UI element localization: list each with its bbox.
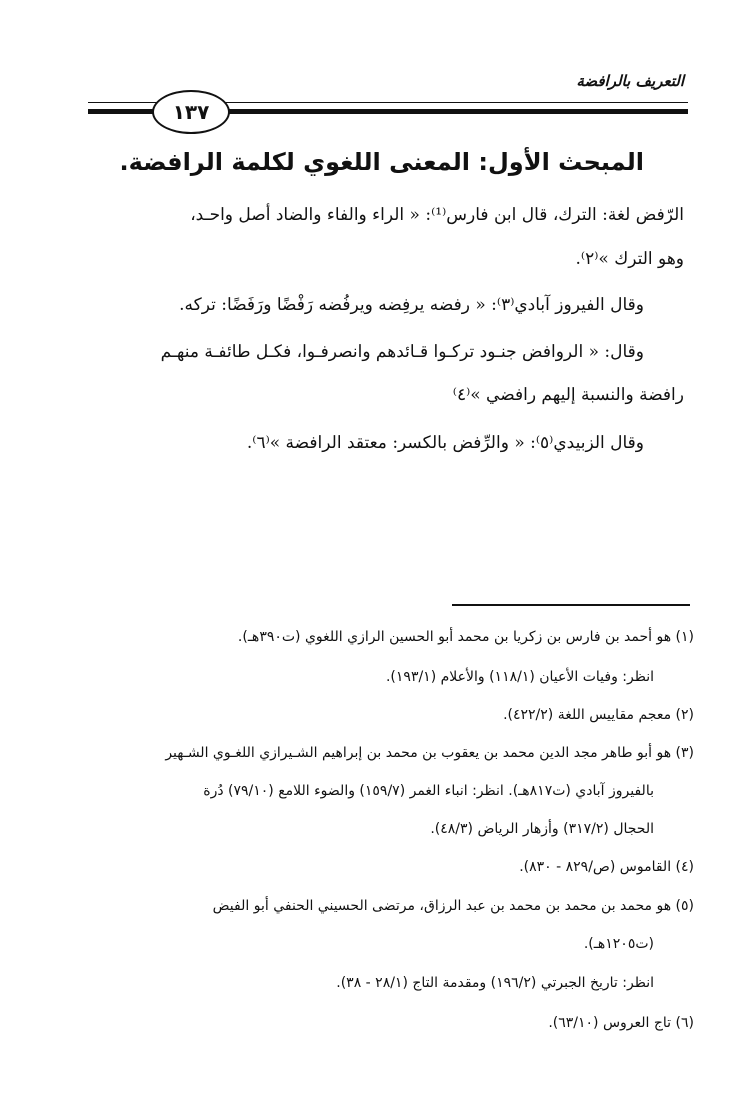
body-line-1: الرّفض لغة: الترك، قال ابن فارس⁽¹⁾: « الراء والفاء والضاد أصل واحـد، bbox=[190, 205, 684, 225]
footnote-3-cont-2: الحجال (٣١٧/٢) وأزهار الرياض (٤٨/٣). bbox=[430, 821, 654, 837]
footnote-3: (٣) هو أبو طاهر مجد الدين محمد بن يعقوب بن محمد بن إبراهيم الشـيرازي اللغـوي الشـهير bbox=[165, 745, 694, 761]
footnote-separator bbox=[452, 604, 690, 606]
footnote-5: (٥) هو محمد بن محمد بن محمد بن عبد الرزاق، مرتضى الحسيني الحنفي أبو الفيض bbox=[212, 898, 694, 914]
footnote-2: (٢) معجم مقاييس اللغة (٤٢٢/٢). bbox=[503, 707, 694, 723]
footnote-3-cont: بالفيروز آبادي (ت٨١٧هـ). انظر: انباء الغمر (١٥٩/٧) والضوء اللامع (٧٩/١٠) دُرة bbox=[203, 783, 654, 799]
body-line-5: رافضة والنسبة إليهم رافضي »⁽٤⁾ bbox=[452, 385, 684, 405]
footnote-5-cont: (ت١٢٠٥هـ). bbox=[583, 936, 654, 952]
section-heading: المبحث الأول: المعنى اللغوي لكلمة الرافضة. bbox=[119, 148, 644, 176]
running-title: التعريف بالرافضة bbox=[576, 72, 684, 90]
body-line-6: وقال الزبيدي⁽٥⁾: « والرِّفض بالكسر: معتقد الرافضة »⁽٦⁾. bbox=[246, 433, 644, 453]
body-line-3: وقال الفيروز آبادي⁽٣⁾: « رفضه يرفِضه ويرفُضه رَفْضًا ورَفَضًا: تركه. bbox=[179, 295, 644, 315]
footnote-5-ref: انظر: تاريخ الجبرتي (١٩٦/٢) ومقدمة التاج (٢٨/١ - ٣٨). bbox=[336, 975, 654, 991]
body-line-4: وقال: « الروافض جنـود تركـوا قـائدهم وانصرفـوا، فكـل طائفـة منهـم bbox=[160, 342, 644, 362]
footnote-1-ref: انظر: وفيات الأعيان (١١٨/١) والأعلام (١٩٣/١). bbox=[385, 669, 654, 685]
footnote-1: (١) هو أحمد بن فارس بن زكريا بن محمد أبو الحسين الرازي اللغوي (ت٣٩٠هـ). bbox=[237, 629, 694, 645]
body-line-2: وهو الترك »⁽٢⁾. bbox=[575, 249, 684, 269]
page-number: ١٣٧ bbox=[172, 100, 210, 124]
page-number-oval bbox=[152, 90, 230, 134]
footnote-6: (٦) تاج العروس (٦٣/١٠). bbox=[548, 1015, 694, 1031]
footnote-4: (٤) القاموس (ص/٨٢٩ - ٨٣٠). bbox=[519, 859, 694, 875]
